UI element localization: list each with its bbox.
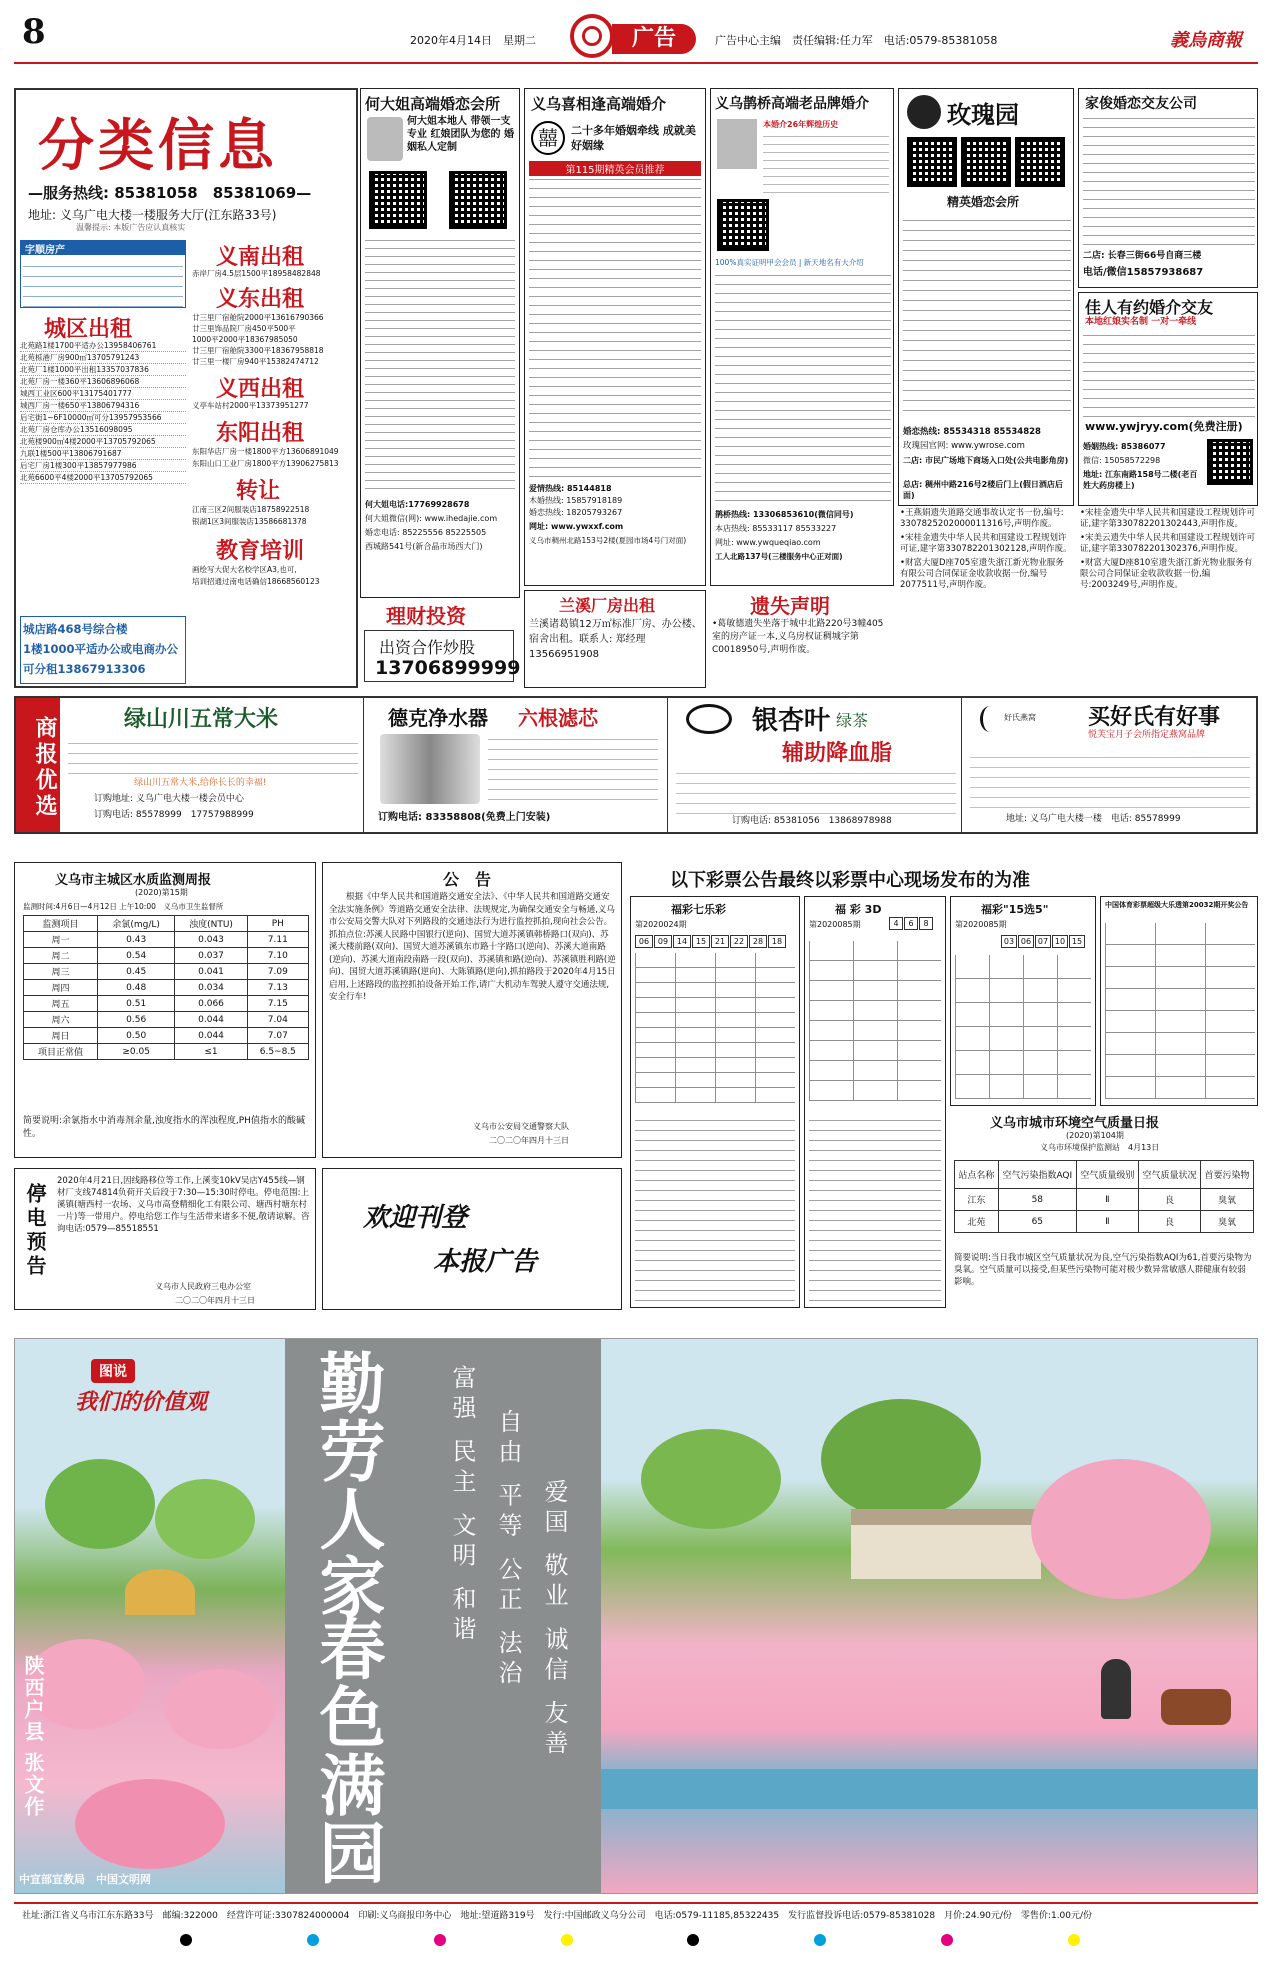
lottery-15x5 bbox=[950, 896, 1096, 1106]
deke-title: 德克净水器 bbox=[388, 706, 488, 730]
hedajie-wechat: 何大姐微信(网): www.ihedajie.com bbox=[365, 514, 498, 523]
ad-hedajie bbox=[360, 88, 520, 598]
bird-logo-icon bbox=[980, 706, 1000, 732]
table-row: 周日 0.50 0.044 7.07 bbox=[24, 1028, 309, 1044]
lottery-ball: 14 bbox=[673, 935, 691, 948]
shop-ad-text: 城店路468号综合楼 1楼1000平适办公或电商办公 可分租13867913306 bbox=[23, 622, 179, 676]
list-item: •财富大厦D座810室遗失浙江新光物业服务有限公司合同保证金收款收据一份,编号:2003249号,声明作废。 bbox=[1080, 558, 1253, 590]
list-item: •王燕娟遗失道路交通事故认定书一份,编号: 3307825202000011316号,声明作废。 bbox=[900, 508, 1064, 529]
table-row: 周四 0.48 0.034 7.13 bbox=[24, 980, 309, 996]
power-signer: 义乌市人民政府三电办公室 bbox=[155, 1282, 251, 1291]
tree-icon bbox=[155, 1479, 255, 1559]
qr-code-icon bbox=[717, 199, 769, 251]
licai-title: 理财投资 bbox=[386, 604, 466, 628]
air-issue: (2020)第104期 bbox=[1066, 1131, 1124, 1140]
water-report bbox=[14, 862, 316, 1158]
list-item: 廿三里厂宿舱院2000平13616790366 bbox=[192, 313, 324, 322]
hedajie-list bbox=[365, 239, 515, 489]
deke-title2: 六根滤芯 bbox=[518, 706, 598, 730]
yinxing-title2: 绿茶 bbox=[836, 711, 869, 730]
color-registration-marks bbox=[180, 1934, 1080, 1950]
page-header bbox=[0, 0, 1272, 64]
chengqu-title: 城区出租 bbox=[44, 317, 133, 342]
lottery-ball: 15 bbox=[1069, 935, 1085, 948]
jiajun-phone: 电话/微信15857938687 bbox=[1083, 267, 1204, 278]
double-happiness-icon: 囍 bbox=[531, 121, 565, 155]
values-banner bbox=[14, 1338, 1258, 1894]
water-title: 义乌市主城区水质监测周报 bbox=[55, 873, 212, 888]
xixiang-title: 义乌喜相逢高端婚介 bbox=[531, 95, 667, 113]
lanxi-text: 兰溪诸葛镇12万㎡标准厂房、办公楼、宿舍出租。联系人: 郑经理 13566951908 bbox=[529, 619, 702, 660]
list-item: 北苑厂房仓库办公13516098095 bbox=[20, 424, 186, 436]
qlc-title: 福彩七乐彩 bbox=[671, 903, 726, 916]
hedajie-phone: 何大姐电话:17769928678 bbox=[365, 500, 470, 509]
haoshi-sub: 悦芙宝月子会所指定燕窝品牌 bbox=[1088, 730, 1206, 740]
table-row: 江东 58 Ⅱ 良 臭氧 bbox=[955, 1189, 1254, 1211]
dlt-title: 中国体育彩票超级大乐透第20032期开奖公告 bbox=[1105, 901, 1249, 909]
slogan-panel bbox=[285, 1339, 601, 1894]
list-item: 廿三里厂宿舱院3300平18367958818 bbox=[192, 346, 324, 355]
lottery-3d bbox=[804, 896, 946, 1308]
yishi-title: 遗失声明 bbox=[750, 594, 830, 618]
ad-licai bbox=[360, 600, 520, 688]
meigui-title: 玫瑰园 bbox=[947, 101, 1019, 129]
xixiang-addr: 义乌市稠州北路153号2楼(夏园市场4号门对面) bbox=[529, 536, 687, 545]
table-row: 周六 0.56 0.044 7.04 bbox=[24, 1012, 309, 1028]
registration-mark-icon bbox=[814, 1934, 826, 1946]
fc3d-table bbox=[809, 941, 941, 1101]
section-logo bbox=[570, 14, 614, 58]
page-number: 8 bbox=[22, 12, 46, 52]
banner-slogan1: 勤劳人家 bbox=[308, 1349, 385, 1621]
ad-lanxi bbox=[524, 590, 706, 688]
table-header: 空气质量级别 bbox=[1076, 1161, 1138, 1189]
fc3d-issue: 第2020085期 bbox=[809, 920, 861, 929]
lottery-ball: 03 bbox=[1001, 935, 1017, 948]
ad-yishi bbox=[710, 590, 894, 688]
deke-body bbox=[488, 734, 658, 800]
lottery-ball: 28 bbox=[749, 935, 767, 948]
hedajie-photo bbox=[367, 117, 403, 161]
registration-mark-icon bbox=[180, 1934, 192, 1946]
list-item: 江南三区2间服装店18758922518 bbox=[192, 505, 310, 514]
table-row: 周二 0.54 0.037 7.10 bbox=[24, 948, 309, 964]
list-item: 北苑6600平4楼2000平13705792065 bbox=[20, 472, 186, 484]
footer-text: 社址:浙江省义乌市江东东路33号 邮编:322000 经营许可证:3307824000004 印刷:义乌商报印务中心 地址:望道路319号 发行:中国邮政义乌分公司 电话:0579-11185,85322435 发行监督投诉电话:0579-85381028 月价:24.90元/份 零售价:1.00元/份 bbox=[22, 1911, 1093, 1921]
power-notice bbox=[14, 1168, 316, 1310]
licai-box bbox=[364, 630, 520, 682]
table-header: 余氯(mg/L) bbox=[97, 916, 175, 932]
list-item: 北苑厂房一楼360平13606896068 bbox=[20, 376, 186, 388]
ad-jiajun bbox=[1078, 88, 1258, 288]
lottery-ball: 18 bbox=[768, 935, 786, 948]
jiaoyu-title: 教育培训 bbox=[216, 539, 305, 564]
jiaren-addr: 地址: 江东南路158号二楼(老百姓大药房楼上) bbox=[1083, 470, 1198, 490]
notice-title: 公 告 bbox=[443, 870, 492, 889]
section-title: 广告 bbox=[612, 24, 696, 54]
power-date: 二〇二〇年四月十三日 bbox=[175, 1296, 255, 1305]
queqiao-phone2: 本店热线: 85533117 85533227 bbox=[715, 524, 837, 533]
table-header: PH bbox=[247, 916, 308, 932]
list-item: 廿三里饰品院厂房450平500平 bbox=[192, 324, 296, 333]
ox-icon bbox=[1161, 1689, 1231, 1725]
queqiao-sub: 本婚介26年辉煌历史 bbox=[763, 120, 839, 129]
registration-mark-icon bbox=[941, 1934, 953, 1946]
registration-mark-icon bbox=[434, 1934, 446, 1946]
x15-issue: 第2020085期 bbox=[955, 920, 1007, 929]
licai-line2: 13706899999 bbox=[375, 657, 520, 679]
business-label: 商报优选 bbox=[16, 698, 60, 832]
paper-name: 義烏商報 bbox=[1170, 30, 1242, 51]
yishi2-list bbox=[900, 508, 1072, 591]
qr-code-icon bbox=[449, 171, 507, 229]
qr-code-icon bbox=[961, 137, 1011, 187]
registration-mark-icon bbox=[561, 1934, 573, 1946]
ad-haoshi bbox=[966, 698, 1256, 832]
xixiang-phone2: 木婚热线: 15857918189 bbox=[529, 496, 623, 505]
list-item: 1000平2000平18367985050 bbox=[192, 335, 298, 344]
air-table bbox=[954, 1160, 1254, 1233]
lvshan-line1: 订购地址: 义乌广电大楼一楼会员中心 bbox=[94, 794, 244, 804]
list-item: 北苑厂1楼1000平出租13357037836 bbox=[20, 364, 186, 376]
haystack-icon bbox=[125, 1569, 195, 1615]
jiaren-web: www.ywjryy.com(免费注册) bbox=[1085, 420, 1243, 433]
water-note: 简要说明:余氯指水中消毒剂余量,浊度指水的浑浊程度,PH值指水的酸碱性。 bbox=[23, 1116, 305, 1139]
jiajun-list bbox=[1083, 115, 1255, 245]
values-col1: 富强 民主 文明 和谐 bbox=[448, 1365, 476, 1646]
qr-code-icon bbox=[1207, 439, 1253, 485]
qlc-table bbox=[635, 953, 795, 1103]
hedajie-title: 何大姐高端婚恋会所 bbox=[365, 95, 501, 113]
yishi3-list bbox=[1080, 508, 1256, 591]
yinxing-logo-icon bbox=[686, 704, 732, 734]
list-item: 城西厂房一楼650平13806794316 bbox=[20, 400, 186, 412]
table-header: 空气污染指数AQI bbox=[998, 1161, 1076, 1189]
welcome-line2: 本报广告 bbox=[433, 1247, 538, 1277]
x15-numbers bbox=[1001, 935, 1085, 948]
meigui-phone: 婚恋热线: 85534318 85534828 bbox=[903, 427, 1041, 437]
farmer-icon bbox=[1101, 1659, 1131, 1719]
values-col3: 爱国 敬业 诚信 友善 bbox=[540, 1479, 568, 1760]
painting-left bbox=[15, 1339, 285, 1894]
list-item: 培训招通过南电话确信18668560123 bbox=[192, 577, 320, 586]
list-item: 北苑楼900㎡4楼2000平13705792065 bbox=[20, 436, 186, 448]
qr-code-icon bbox=[1015, 137, 1065, 187]
xixiang-phone3: 婚恋热线: 18205793267 bbox=[529, 508, 623, 517]
banner-slogan2: 春色满园 bbox=[308, 1615, 385, 1887]
yishi-text: •葛敏德遗失坐落于城中北路220号3幢405室的房产证一本,义乌房权证稠城字第C0018950号,声明作废。 bbox=[712, 619, 884, 655]
xixiang-phone: 爱情热线: 85144818 bbox=[529, 484, 612, 493]
x15-table bbox=[955, 955, 1091, 1099]
haoshi-brand: 好氏燕窝 bbox=[1004, 713, 1036, 722]
list-item: 银湖1区3间服装店13586681378 bbox=[192, 517, 307, 526]
lottery-ball: 09 bbox=[654, 935, 672, 948]
lottery-dlt bbox=[1100, 896, 1258, 1106]
yinan-title: 义南出租 bbox=[216, 245, 305, 270]
table-header: 监测项目 bbox=[24, 916, 98, 932]
queqiao-title: 义乌鹊桥高端老品牌婚介 bbox=[715, 96, 869, 112]
power-label: 停电预告 bbox=[23, 1183, 47, 1279]
business-row bbox=[14, 696, 1258, 834]
lottery-ball: 10 bbox=[1052, 935, 1068, 948]
x15-title: 福彩"15选5" bbox=[981, 903, 1049, 916]
tree-icon bbox=[1031, 1459, 1211, 1599]
haoshi-title: 买好氏有好事 bbox=[1088, 705, 1221, 730]
lvshan-body bbox=[68, 734, 358, 774]
queqiao-desc bbox=[763, 133, 889, 193]
notice-date: 二〇二〇年四月十三日 bbox=[489, 1136, 569, 1145]
table-row: 周一 0.43 0.043 7.11 bbox=[24, 932, 309, 948]
table-header: 首要污染物 bbox=[1201, 1161, 1254, 1189]
ad-meigui bbox=[898, 88, 1074, 506]
ad-xixiangfeng bbox=[524, 88, 706, 586]
table-header: 站点名称 bbox=[955, 1161, 999, 1189]
yinxing-sub: 辅助降血脂 bbox=[782, 741, 893, 766]
ad-deke bbox=[368, 698, 668, 832]
painting-right bbox=[601, 1339, 1258, 1894]
tree-icon bbox=[641, 1429, 781, 1529]
classified-title: 分类信息 bbox=[38, 113, 278, 179]
table-row: 周五 0.51 0.066 7.15 bbox=[24, 996, 309, 1012]
list-item: 画绘写大促大名校学区A3,也可, bbox=[192, 565, 297, 574]
jiaren-sub: 本地红娘实名制 一对一牵线 bbox=[1085, 317, 1197, 327]
xixiang-list bbox=[529, 177, 701, 477]
air-note: 简要说明:当日我市城区空气质量状况为良,空气污染指数AQI为61,首要污染物为臭氧。空气质量可以接受,但某些污染物可能对极少数异常敏感人群健康有较弱影响。 bbox=[954, 1253, 1252, 1287]
qr-code-icon bbox=[907, 137, 957, 187]
licai-line1: 出资合作炒股 bbox=[379, 638, 476, 657]
meigui-addr: 二店: 市民广场地下商场入口处(公共电影角房) bbox=[903, 456, 1069, 465]
river-icon bbox=[601, 1769, 1258, 1809]
classified-hotline: —服务热线: 85381058 85381069— bbox=[28, 184, 312, 202]
editor-info: 广告中心主编 责任编辑:任力军 电话:0579-85381058 bbox=[715, 34, 998, 47]
registration-mark-icon bbox=[307, 1934, 319, 1946]
haoshi-addr: 地址: 义乌广电大楼一楼 电话: 85578999 bbox=[1006, 814, 1181, 824]
table-row: 项目正常值 ≥0.05 ≤1 6.5~8.5 bbox=[24, 1044, 309, 1060]
meigui-sub: 精英婚恋会所 bbox=[947, 195, 1020, 209]
purifier-image bbox=[380, 734, 480, 804]
chengqu-list bbox=[20, 340, 186, 484]
shop-ad-box bbox=[20, 616, 186, 684]
list-item: 廿三里一楼厂房940平15382474712 bbox=[192, 357, 319, 366]
queqiao-web: 网址: www.ywqueqiao.com bbox=[715, 538, 821, 547]
footer-rule bbox=[14, 1902, 1258, 1904]
hedajie-slogan: 何大姐本地人 带领一支专业 红娘团队为您的 婚姻私人定制 bbox=[407, 116, 514, 153]
deke-phone: 订购电话: 83358808(免费上门安装) bbox=[378, 812, 551, 823]
values-col2: 自由 平等 公正 法治 bbox=[494, 1409, 522, 1690]
zishun-body bbox=[23, 257, 183, 307]
yidong-title: 义东出租 bbox=[216, 287, 305, 312]
xixiang-sub: 二十多年婚姻牵线 成就美好姻缘 bbox=[571, 124, 696, 152]
notice-signer: 义乌市公安局交通警察大队 bbox=[473, 1122, 569, 1131]
ad-yinxing bbox=[672, 698, 962, 832]
banner-footer: 中宣部宣教局 中国文明网 bbox=[19, 1873, 151, 1886]
queqiao-phone: 鹊桥热线: 13306853610(微信同号) bbox=[715, 510, 854, 519]
list-item: 赤岸厂房4.5层1500平18958482848 bbox=[192, 269, 321, 278]
lottery-ball: 07 bbox=[1035, 935, 1051, 948]
rose-icon bbox=[907, 95, 941, 129]
header-rule bbox=[14, 62, 1258, 64]
queqiao-list bbox=[715, 271, 891, 501]
power-text: 2020年4月21日,因线路移位等工作,上溪变10kV吴店Y455线—钢材厂支线74814负荷开关后段于7:30—15:30时停电。停电范围:上溪镇(塘西村一农场、义乌市高登精细化工有限公司、塘西村塘东村一片)等一带用户。停电给您工作与生活带来诸多不便,敬请谅解。咨询电话:0579—85518551 bbox=[57, 1176, 310, 1234]
yinxing-phone: 订购电话: 85381056 13868978988 bbox=[732, 816, 892, 826]
lottery-ball: 06 bbox=[635, 935, 653, 948]
welcome-box bbox=[322, 1168, 622, 1310]
water-period: 监测时间:4月6日—4月12日 上午10:00 义乌市卫生监督所 bbox=[23, 902, 224, 911]
list-item: 城西工业区600平13175401777 bbox=[20, 388, 186, 400]
blossom-icon bbox=[165, 1669, 275, 1749]
registration-mark-icon bbox=[1068, 1934, 1080, 1946]
lanxi-title: 兰溪厂房出租 bbox=[559, 596, 656, 615]
banner-tag: 图说 bbox=[91, 1359, 135, 1383]
tree-icon bbox=[821, 1399, 981, 1519]
house-icon bbox=[851, 1509, 1041, 1579]
air-title: 义乌市城市环境空气质量日报 bbox=[990, 1116, 1160, 1131]
queqiao-photo bbox=[717, 119, 757, 169]
yidong-list bbox=[192, 312, 356, 367]
list-item: 北苑栎港厂房900㎡13705791243 bbox=[20, 352, 186, 364]
ad-jiaren bbox=[1078, 292, 1258, 506]
banner-tag2: 我们的价值观 bbox=[75, 1390, 208, 1415]
banner-author: 陕西户县 张文作 bbox=[21, 1655, 45, 1818]
lottery-ball: 21 bbox=[711, 935, 729, 948]
jiaren-phone2: 微信: 15058572298 bbox=[1083, 456, 1161, 465]
water-table bbox=[23, 915, 309, 1060]
list-item: •宋美云遗失中华人民共和国建设工程规划许可证,建字第330782201302376,声明作废。 bbox=[1080, 533, 1256, 554]
classified-address: 地址: 义乌广电大楼一楼服务大厅(江东路33号) bbox=[28, 208, 277, 222]
section-logo-icon bbox=[582, 26, 602, 46]
meigui-addr2: 总店: 稠州中路216号2楼后门上(假日酒店后面) bbox=[903, 480, 1063, 500]
qr-code-icon bbox=[369, 171, 427, 229]
list-item: 后宅街1~6F10000㎡可分13957953566 bbox=[20, 412, 186, 424]
xixiang-web: 网址: www.ywxxf.com bbox=[529, 522, 624, 531]
registration-mark-icon bbox=[687, 1934, 699, 1946]
lvshan-title: 绿山川五常大米 bbox=[124, 707, 279, 732]
jiaren-phone: 婚姻热线: 85386077 bbox=[1083, 442, 1166, 451]
table-row: 北苑 65 Ⅱ 良 臭氧 bbox=[955, 1211, 1254, 1233]
classified-note: 温馨提示: 本版广告应认真核实 bbox=[76, 223, 186, 232]
classified-panel bbox=[14, 88, 358, 688]
xixiang-batch: 第115期精英会员推荐 bbox=[529, 161, 701, 176]
jiaren-title: 佳人有约婚介交友 bbox=[1085, 298, 1214, 317]
lottery-sub-table bbox=[809, 1111, 941, 1301]
list-item: 后宅厂房1楼300平13857977986 bbox=[20, 460, 186, 472]
jiajun-addr: 二店: 长春三街66号自商三楼 bbox=[1083, 251, 1202, 261]
hedajie-shop-phone: 婚恋电话: 85225556 85225505 bbox=[365, 528, 487, 537]
zishun-title: 字顺房产 bbox=[21, 241, 185, 255]
blossom-icon bbox=[75, 1779, 225, 1869]
air-source: 义乌市环境保护监测站 4月13日 bbox=[1040, 1143, 1160, 1152]
dlt-table bbox=[1105, 923, 1255, 1099]
meigui-list bbox=[903, 211, 1071, 411]
jiajun-title: 家俊婚恋交友公司 bbox=[1085, 96, 1197, 112]
list-item: 北苑路1楼1700平适办公13958406761 bbox=[20, 340, 186, 352]
notice-text: 根据《中华人民共和国道路交通安全法》、《中华人民共和国道路交通安全法实施条例》等道路交通安全法律、法规规定,为确保交通安全与畅通,义乌市公安局交警大队对下列路段的交通违法行为进行监控抓拍,现向社会公告。抓拍点位:苏溪人民路中国银行(逆向)、国贸大道苏溪镇韩桥路口(双向)、苏溪大楼前路(双向)、国贸大道苏溪镇东市路十字路口(逆向)、苏溪大道南路(逆向)、苏溪大道南段南路一段(双向)、苏溪镇和路(逆向)、苏溪镇胜利路(逆向)、国贸大道苏溪镇路(逆向)、大陈镇路(逆向),抓拍路段于2020年4月15日启用,上述路段的监控抓拍设备开始工作,请广大机动车驾驶人遵守交通法规,安全行车! bbox=[329, 892, 616, 1002]
lottery-title: 以下彩票公告最终以彩票中心现场发布的为准 bbox=[670, 870, 1030, 891]
welcome-line1: 欢迎刊登 bbox=[363, 1203, 468, 1233]
lottery-ball: 15 bbox=[692, 935, 710, 948]
list-item: •宋桂金遗失中华人民共和国建设工程规划许可证,建字第330782201302443,声明作废。 bbox=[1080, 508, 1256, 529]
haoshi-body bbox=[970, 748, 1250, 808]
fc3d-title: 福 彩 3D bbox=[835, 903, 882, 916]
lottery-ball: 4 bbox=[889, 917, 903, 930]
qlc-issue: 第2020024期 bbox=[635, 920, 687, 929]
queqiao-batch: 100%真实证明甲会会员 | 新天地名有大介绍 bbox=[715, 258, 864, 267]
table-header: 空气质量状况 bbox=[1138, 1161, 1200, 1189]
lottery-qlc bbox=[630, 896, 800, 1308]
yixi-title: 义西出租 bbox=[216, 377, 305, 402]
list-item: 义亭车站村2000平13373951277 bbox=[192, 401, 309, 410]
dongyang-title: 东阳出租 bbox=[216, 421, 305, 446]
lottery-sub-table bbox=[635, 1111, 795, 1301]
queqiao-addr: 工人北路137号(三楼服务中心正对面) bbox=[715, 552, 843, 561]
lvshan-line2: 订购电话: 85578999 17757988999 bbox=[94, 810, 254, 820]
list-item: 东阳华店厂房一楼1800平方13606891049 bbox=[192, 447, 339, 456]
list-item: •财富大厦D座705室遗失浙江新光物业服务有限公司合同保证金收款收据一份,编号2077511号,声明作废。 bbox=[900, 558, 1064, 590]
fc3d-numbers bbox=[889, 917, 933, 930]
tree-icon bbox=[45, 1459, 155, 1549]
lottery-ball: 6 bbox=[904, 917, 918, 930]
zishun-box bbox=[20, 240, 186, 308]
ad-lvshan bbox=[64, 698, 364, 832]
zhuanrang-title: 转让 bbox=[236, 479, 281, 504]
list-item: 九联1楼500平13806791687 bbox=[20, 448, 186, 460]
table-header: 浊度(NTU) bbox=[175, 916, 247, 932]
ad-queqiao bbox=[710, 88, 894, 586]
qlc-numbers bbox=[635, 935, 786, 948]
hedajie-addr: 西城路541号(新合晶市场西大门) bbox=[365, 542, 483, 551]
header-date: 2020年4月14日 星期二 bbox=[410, 34, 536, 47]
table-row: 周三 0.45 0.041 7.09 bbox=[24, 964, 309, 980]
lottery-ball: 8 bbox=[919, 917, 933, 930]
jiaren-list bbox=[1083, 333, 1255, 417]
yinxing-body bbox=[676, 768, 956, 814]
lottery-ball: 06 bbox=[1018, 935, 1034, 948]
meigui-web: 玫瑰园官网: www.ywrose.com bbox=[903, 441, 1025, 451]
yinxing-title: 银杏叶 bbox=[752, 706, 831, 736]
lottery-ball: 22 bbox=[730, 935, 748, 948]
public-notice bbox=[322, 862, 622, 1158]
list-item: •宋桂金遗失中华人民共和国建设工程规划许可证,建字第330782201302128,声明作废。 bbox=[900, 533, 1072, 554]
lvshan-slogan: 绿山川五常大米,给你长长的幸福! bbox=[134, 778, 267, 788]
list-item: 东阳山口工业厂房1800平方13906275813 bbox=[192, 459, 339, 468]
water-issue: (2020)第15期 bbox=[135, 888, 188, 897]
air-report bbox=[950, 1110, 1258, 1310]
